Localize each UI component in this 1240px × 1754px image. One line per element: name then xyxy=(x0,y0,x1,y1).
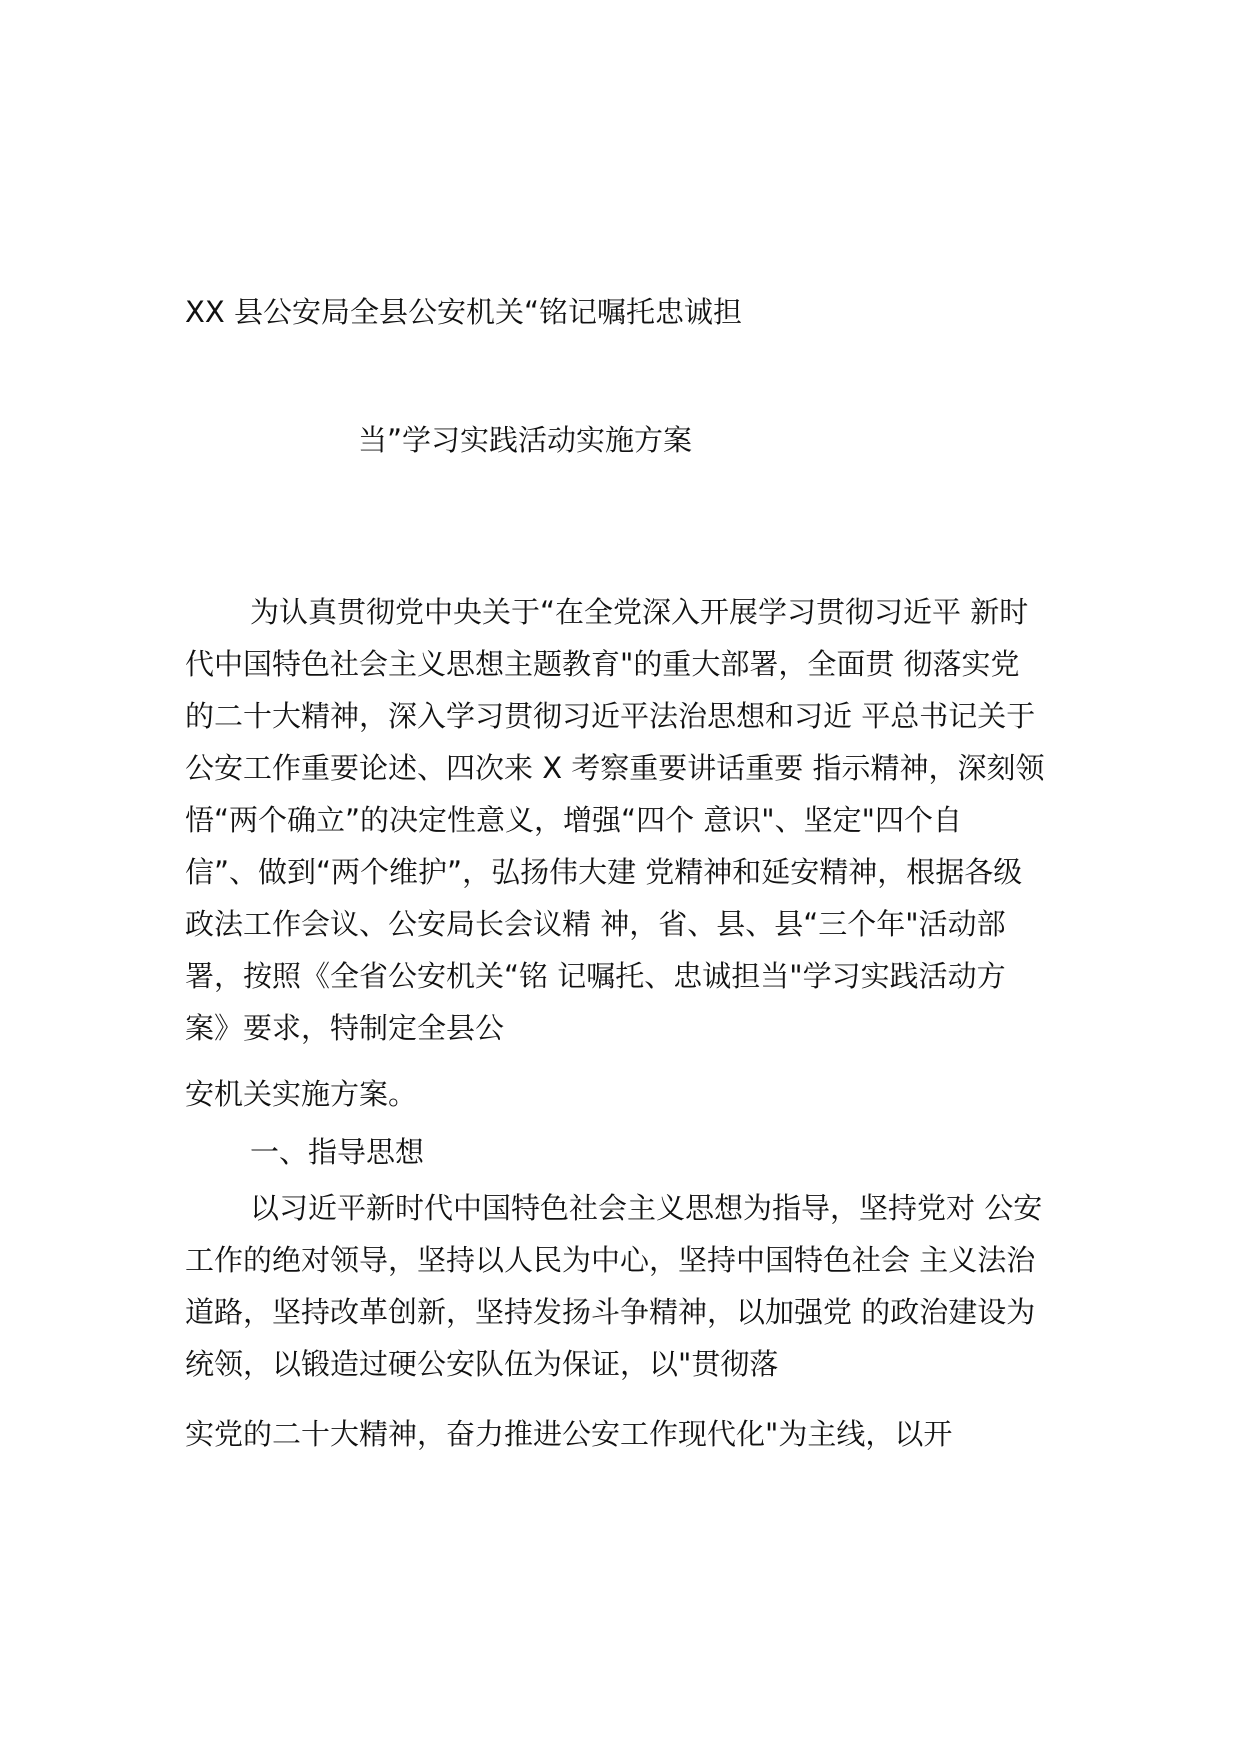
section-1-line-3: 道路，坚持改革创新，坚持发扬斗争精神，以加强党 的政治建设为 xyxy=(185,1295,1036,1329)
intro-line-7: 政法工作会议、公安局长会议精 神，省、县、县“三个年"活动部 xyxy=(185,907,1006,941)
section-1-line-4: 统领，以锻造过硬公安队伍为保证，以"贯彻落 xyxy=(185,1347,779,1381)
section-1-line-2: 工作的绝对领导，坚持以人民为中心，坚持中国特色社会 主义法治 xyxy=(185,1243,1036,1277)
document-title-line-2: 当”学习实践活动实施方案 xyxy=(358,423,693,457)
intro-line-8: 署，按照《全省公安机关“铭 记嘱托、忠诚担当"学习实践活动方 xyxy=(185,959,1006,993)
intro-line-3: 的二十大精神，深入学习贯彻习近平法治思想和习近 平总书记关于 xyxy=(185,699,1036,733)
section-1-line-5: 实党的二十大精神，奋力推进公安工作现代化"为主线，以开 xyxy=(185,1417,953,1451)
section-1-heading: 一、指导思想 xyxy=(250,1135,425,1169)
intro-line-10: 安机关实施方案。 xyxy=(185,1077,418,1111)
section-1-line-1: 以习近平新时代中国特色社会主义思想为指导，坚持党对 公安 xyxy=(250,1191,1043,1225)
document-title-line-1: XX 县公安局全县公安机关“铭记嘱托忠诚担 xyxy=(185,295,742,329)
intro-line-5: 悟“两个确立”的决定性意义，增强“四个 意识"、坚定"四个自 xyxy=(185,803,962,837)
intro-line-9: 案》要求，特制定全县公 xyxy=(185,1011,505,1045)
intro-line-1: 为认真贯彻党中央关于“在全党深入开展学习贯彻习近平 新时 xyxy=(250,595,1029,629)
intro-line-4: 公安工作重要论述、四次来 X 考察重要讲话重要 指示精神，深刻领 xyxy=(185,751,1045,785)
intro-line-6: 信”、做到“两个维护”，弘扬伟大建 党精神和延安精神，根据各级 xyxy=(185,855,1023,889)
intro-line-2: 代中国特色社会主义思想主题教育"的重大部署，全面贯 彻落实党 xyxy=(185,647,1020,681)
